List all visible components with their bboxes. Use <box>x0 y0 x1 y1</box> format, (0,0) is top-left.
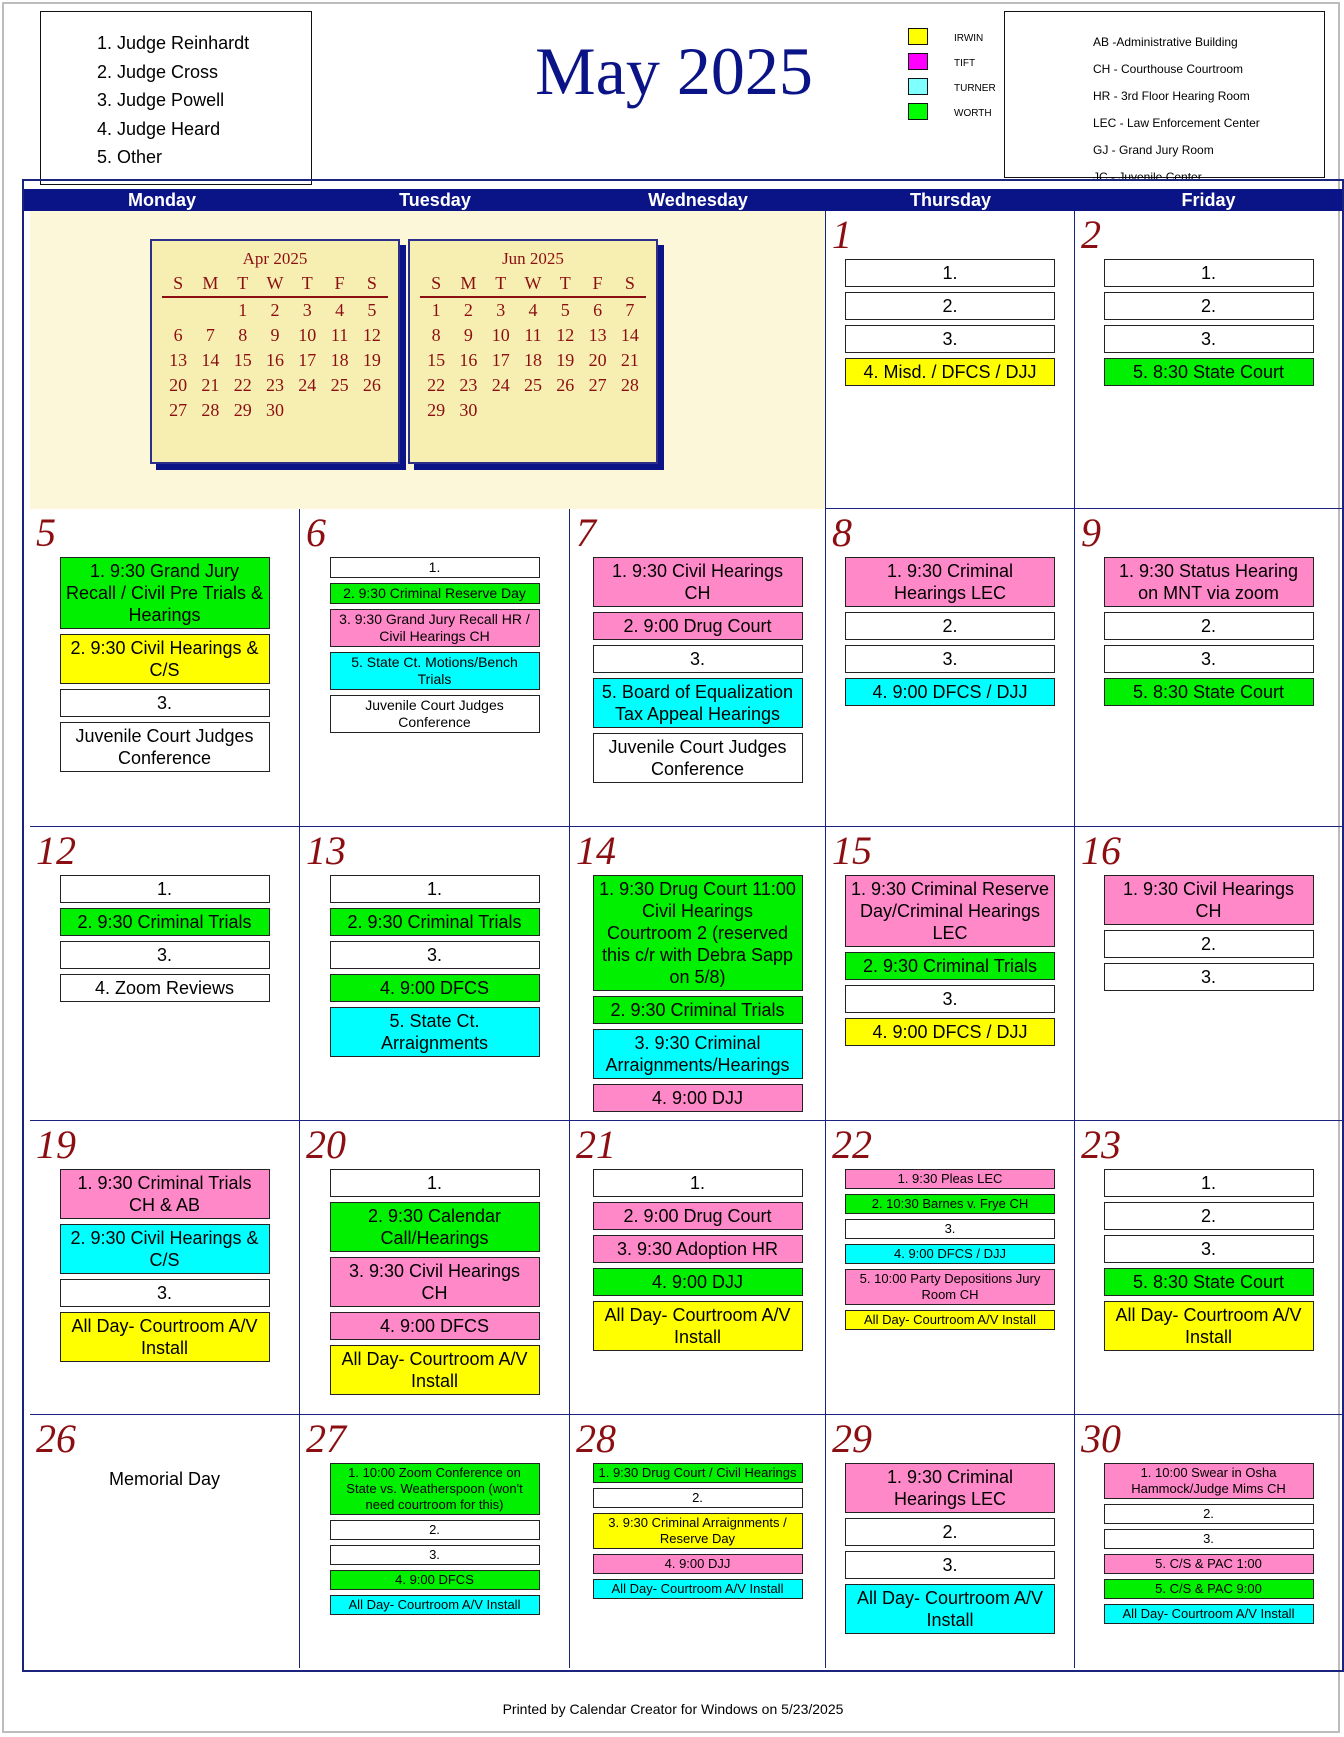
event-box[interactable]: 2. 9:30 Civil Hearings & C/S <box>60 1224 270 1274</box>
event-box[interactable]: 2. 10:30 Barnes v. Frye CH <box>845 1194 1055 1214</box>
event-box[interactable]: 2. 9:00 Drug Court <box>593 1202 803 1230</box>
event-box[interactable]: 1. 10:00 Zoom Conference on State vs. Weatherspoon (won't need courtroom for this) <box>330 1463 540 1515</box>
day-cell <box>826 827 1075 1121</box>
location-item: GJ - Grand Jury Room <box>1093 143 1214 157</box>
judge-item: 5. Other <box>97 147 163 167</box>
mini-weekday: F <box>334 273 345 293</box>
judge-item: 1. Judge Reinhardt <box>97 33 250 53</box>
day-number: 5 <box>36 510 56 555</box>
day-cell <box>570 1121 826 1415</box>
event-box[interactable]: 2. <box>845 292 1055 320</box>
event-box[interactable]: 2. 9:30 Criminal Trials <box>593 996 803 1024</box>
event-box[interactable]: 1. 9:30 Status Hearing on MNT via zoom <box>1104 557 1314 607</box>
event-box[interactable]: 4. 9:00 DFCS <box>330 1570 540 1590</box>
event-box[interactable]: All Day- Courtroom A/V Install <box>330 1595 540 1615</box>
event-list <box>826 557 1074 706</box>
mini-day[interactable]: 19 <box>556 350 575 370</box>
day-number: 13 <box>306 828 346 873</box>
event-box[interactable]: 4. 9:00 DFCS / DJJ <box>845 1018 1055 1046</box>
mini-day[interactable]: 14 <box>620 325 639 345</box>
weekday-tuesday: Tuesday <box>399 190 471 210</box>
legend-label: WORTH <box>954 108 992 119</box>
day-number: 15 <box>832 828 872 873</box>
mini-day[interactable]: 7 <box>205 325 215 345</box>
event-box[interactable]: 3. <box>845 1219 1055 1239</box>
event-box[interactable]: 1. <box>593 1169 803 1197</box>
mini-calendar-title: Jun 2025 <box>502 249 564 268</box>
event-box[interactable]: 2. 9:30 Criminal Trials <box>845 952 1055 980</box>
location-item: CH - Courthouse Courtroom <box>1093 62 1244 76</box>
day-number: 27 <box>306 1416 346 1461</box>
judge-list <box>40 11 312 185</box>
mini-day[interactable]: 12 <box>362 325 381 345</box>
mini-day[interactable]: 9 <box>270 325 280 345</box>
location-legend <box>1004 11 1325 184</box>
event-box[interactable]: Juvenile Court Judges Conference <box>330 695 540 733</box>
event-box[interactable]: 5. 8:30 State Court <box>1104 678 1314 706</box>
mini-weekday: S <box>431 273 442 293</box>
day-number: 8 <box>832 510 852 555</box>
event-box[interactable]: 5. 10:00 Party Depositions Jury Room CH <box>845 1269 1055 1305</box>
day-number: 16 <box>1081 828 1121 873</box>
event-list <box>570 1169 825 1351</box>
mini-day <box>549 400 581 421</box>
mini-day[interactable]: 3 <box>302 300 312 320</box>
mini-day[interactable]: 25 <box>523 375 542 395</box>
event-box[interactable]: 4. 9:00 DFCS <box>330 974 540 1002</box>
mini-day[interactable]: 7 <box>625 300 635 320</box>
event-box[interactable]: 1. 9:30 Criminal Hearings LEC <box>845 557 1055 607</box>
legend-swatch <box>908 28 928 45</box>
event-box[interactable]: 2. 9:30 Criminal Trials <box>330 908 540 936</box>
day-number: 9 <box>1081 510 1101 555</box>
day-cell <box>30 1121 300 1415</box>
day-cell <box>826 509 1075 827</box>
day-number: 6 <box>306 510 326 555</box>
day-number: 14 <box>576 828 616 873</box>
mini-day[interactable]: 2 <box>463 300 473 320</box>
mini-day[interactable]: 21 <box>201 375 220 395</box>
mini-day <box>485 400 517 421</box>
mini-day[interactable]: 22 <box>427 375 446 395</box>
event-box[interactable]: 1. 9:30 Criminal Trials CH & AB <box>60 1169 270 1219</box>
day-cell <box>570 509 826 827</box>
location-item: HR - 3rd Floor Hearing Room <box>1093 89 1250 103</box>
mini-day[interactable]: 23 <box>265 375 284 395</box>
day-number: 29 <box>832 1416 872 1461</box>
day-cell <box>30 509 300 827</box>
event-box[interactable]: 1. <box>1104 259 1314 287</box>
mini-day[interactable]: 1 <box>238 300 248 320</box>
day-cell <box>30 1415 300 1668</box>
mini-day[interactable]: 17 <box>298 350 317 370</box>
event-list <box>826 875 1074 1046</box>
judge-item: 3. Judge Powell <box>97 90 225 110</box>
event-box[interactable]: 4. 9:00 DJJ <box>593 1268 803 1296</box>
event-list <box>30 1169 299 1362</box>
calendar-page <box>2 2 1340 1733</box>
event-box[interactable]: 1. 9:30 Criminal Hearings LEC <box>845 1463 1055 1513</box>
event-box[interactable]: 3. <box>593 645 803 673</box>
mini-day[interactable]: 14 <box>201 350 220 370</box>
event-box[interactable]: 5. C/S & PAC 1:00 <box>1104 1554 1314 1574</box>
event-box[interactable]: 3. <box>330 941 540 969</box>
event-box[interactable]: 4. 9:00 DJJ <box>593 1554 803 1574</box>
mini-day[interactable]: 20 <box>588 350 607 370</box>
mini-calendar-title: Apr 2025 <box>242 249 308 268</box>
mini-weekday: T <box>559 273 571 293</box>
mini-weekday: W <box>266 273 284 293</box>
event-box[interactable]: 4. 9:00 DFCS / DJJ <box>845 1244 1055 1264</box>
event-box[interactable]: All Day- Courtroom A/V Install <box>845 1584 1055 1634</box>
legend-row <box>908 51 1008 76</box>
event-box[interactable]: 3. <box>1104 1529 1314 1549</box>
day-cell <box>300 827 570 1121</box>
event-box[interactable]: 3. 9:30 Civil Hearings CH <box>330 1257 540 1307</box>
mini-weekday: S <box>366 273 377 293</box>
event-box[interactable]: 3. <box>845 645 1055 673</box>
event-box[interactable]: 3. 9:30 Grand Jury Recall HR / Civil Hearings CH <box>330 609 540 647</box>
event-list <box>1075 1169 1342 1351</box>
event-box[interactable]: 3. 9:30 Criminal Arraignments/Hearings <box>593 1029 803 1079</box>
day-cell <box>1075 509 1342 827</box>
mini-day[interactable]: 12 <box>556 325 575 345</box>
event-list <box>826 259 1074 386</box>
mini-weekday: M <box>202 273 219 293</box>
event-box[interactable]: 1. <box>845 259 1055 287</box>
event-box[interactable]: 2. <box>1104 1202 1314 1230</box>
mini-day[interactable]: 24 <box>298 375 317 395</box>
mini-day[interactable]: 11 <box>330 325 349 345</box>
mini-calendar-weekdays <box>162 273 388 298</box>
mini-day[interactable]: 8 <box>238 325 248 345</box>
mini-calendar <box>150 239 400 464</box>
mini-calendar-weekdays <box>420 273 646 298</box>
mini-day[interactable]: 9 <box>463 325 473 345</box>
mini-day[interactable]: 2 <box>270 300 280 320</box>
event-box[interactable]: 2. 9:00 Drug Court <box>593 612 803 640</box>
mini-day[interactable]: 11 <box>524 325 542 345</box>
event-list <box>826 1169 1074 1330</box>
day-cell <box>1075 1121 1342 1415</box>
event-box[interactable]: 5. Board of Equalization Tax Appeal Hearings <box>593 678 803 728</box>
event-box[interactable]: 3. <box>845 985 1055 1013</box>
mini-day <box>291 400 323 421</box>
mini-day[interactable]: 3 <box>496 300 506 320</box>
event-box[interactable]: 3. <box>845 325 1055 353</box>
event-box[interactable]: 3. <box>1104 963 1314 991</box>
event-box[interactable]: 3. 9:30 Adoption HR <box>593 1235 803 1263</box>
day-number: 12 <box>36 828 76 873</box>
mini-day[interactable]: 5 <box>367 300 377 320</box>
judge-item: 4. Judge Heard <box>97 118 221 139</box>
day-number: 20 <box>306 1122 346 1167</box>
day-cell <box>300 1415 570 1668</box>
mini-day[interactable]: 29 <box>233 400 252 420</box>
mini-day[interactable]: 1 <box>431 300 441 320</box>
event-box[interactable]: 1. 9:30 Civil Hearings CH <box>593 557 803 607</box>
event-box[interactable]: 1. 9:30 Drug Court / Civil Hearings <box>593 1463 803 1483</box>
mini-day[interactable]: 4 <box>335 300 345 320</box>
event-box[interactable]: 4. Zoom Reviews <box>60 974 270 1002</box>
event-box[interactable]: Juvenile Court Judges Conference <box>60 722 270 772</box>
event-box[interactable]: 2. <box>330 1520 540 1540</box>
holiday-note: Memorial Day <box>108 1469 221 1489</box>
color-legend <box>908 26 1008 126</box>
event-box[interactable]: 2. <box>1104 612 1314 640</box>
event-box[interactable]: 4. Misd. / DFCS / DJJ <box>845 358 1055 386</box>
mini-day[interactable]: 23 <box>459 375 478 395</box>
mini-day <box>614 400 646 421</box>
day-cell <box>30 827 300 1121</box>
mini-day[interactable]: 13 <box>169 350 188 370</box>
day-cell <box>570 827 826 1121</box>
mini-day <box>162 300 194 321</box>
location-item: AB -Administrative Building <box>1093 35 1238 49</box>
mini-day[interactable]: 26 <box>556 375 575 395</box>
legend-swatch <box>908 103 928 120</box>
mini-day[interactable]: 22 <box>233 375 252 395</box>
legend-label: TURNER <box>954 83 996 94</box>
day-cell <box>826 1121 1075 1415</box>
event-box[interactable]: 2. <box>845 1518 1055 1546</box>
mini-day[interactable]: 29 <box>427 400 446 420</box>
event-box[interactable]: 1. 9:30 Drug Court 11:00 Civil Hearings Courtroom 2 (reserved this c/r with Debra Sapp on 5/8) <box>593 875 803 991</box>
mini-day[interactable]: 6 <box>593 300 603 320</box>
event-box[interactable]: 2. 9:30 Civil Hearings & C/S <box>60 634 270 684</box>
mini-weekday: T <box>237 273 249 293</box>
weekday-monday: Monday <box>127 190 196 210</box>
event-box[interactable]: 3. <box>330 1545 540 1565</box>
mini-day[interactable]: 24 <box>491 375 510 395</box>
event-list <box>570 875 825 1112</box>
event-box[interactable]: 1. <box>330 875 540 903</box>
mini-day[interactable]: 13 <box>588 325 607 345</box>
event-box[interactable]: 1. 9:30 Grand Jury Recall / Civil Pre Trials & Hearings <box>60 557 270 629</box>
mini-day[interactable]: 6 <box>173 325 183 345</box>
event-box[interactable]: 1. 10:00 Swear in Osha Hammock/Judge Mims CH <box>1104 1463 1314 1499</box>
event-box[interactable]: All Day- Courtroom A/V Install <box>845 1310 1055 1330</box>
legend-swatch <box>908 78 928 95</box>
day-cell <box>1075 827 1342 1121</box>
mini-weekday: S <box>173 273 184 293</box>
mini-calendar-days <box>162 300 388 421</box>
mini-day[interactable]: 19 <box>362 350 381 370</box>
event-box[interactable]: 1. <box>60 875 270 903</box>
mini-day[interactable]: 8 <box>431 325 441 345</box>
mini-day[interactable]: 20 <box>169 375 188 395</box>
event-box[interactable]: 3. <box>1104 1235 1314 1263</box>
mini-day[interactable]: 5 <box>560 300 570 320</box>
event-box[interactable]: 2. <box>1104 292 1314 320</box>
mini-day <box>517 400 549 421</box>
mini-day[interactable]: 30 <box>459 400 478 420</box>
event-box[interactable]: 3. <box>60 689 270 717</box>
mini-calendar-days <box>420 300 646 421</box>
mini-weekday: W <box>524 273 542 293</box>
day-number: 19 <box>36 1122 76 1167</box>
mini-day <box>194 300 226 321</box>
mini-calendar-area <box>30 211 826 509</box>
event-list <box>570 1463 825 1599</box>
legend-swatch <box>908 53 928 70</box>
event-box[interactable]: 5. State Ct. Motions/Bench Trials <box>330 652 540 690</box>
mini-weekday: T <box>495 273 507 293</box>
legend-label: TIFT <box>954 58 976 69</box>
event-box[interactable]: 3. <box>60 1279 270 1307</box>
day-cell <box>826 1415 1075 1668</box>
day-grid <box>30 211 1342 1668</box>
weekday-wednesday: Wednesday <box>648 190 748 210</box>
event-box[interactable]: 5. State Ct. Arraignments <box>330 1007 540 1057</box>
mini-day <box>356 400 388 421</box>
event-box[interactable]: All Day- Courtroom A/V Install <box>330 1345 540 1395</box>
mini-weekday: F <box>592 273 603 293</box>
mini-day[interactable]: 16 <box>459 350 478 370</box>
day-number: 21 <box>576 1122 616 1167</box>
mini-day[interactable]: 4 <box>528 300 538 320</box>
event-box[interactable]: 5. 8:30 State Court <box>1104 1268 1314 1296</box>
event-box[interactable]: 4. 9:00 DJJ <box>593 1084 803 1112</box>
mini-day <box>323 400 355 421</box>
event-box[interactable]: 3. <box>1104 645 1314 673</box>
event-list <box>1075 259 1342 386</box>
event-box[interactable]: 3. <box>1104 325 1314 353</box>
month-title: May 2025 <box>535 33 813 109</box>
month-grid <box>22 179 1344 1672</box>
event-box[interactable]: Juvenile Court Judges Conference <box>593 733 803 783</box>
event-box[interactable]: 2. <box>593 1488 803 1508</box>
day-number: 1 <box>832 212 852 257</box>
day-number: 26 <box>36 1416 76 1461</box>
event-box[interactable]: 4. 9:00 DFCS <box>330 1312 540 1340</box>
day-number: 2 <box>1081 212 1101 257</box>
mini-day[interactable]: 27 <box>169 400 188 420</box>
event-list <box>1075 875 1342 991</box>
mini-day[interactable]: 15 <box>427 350 446 370</box>
mini-day[interactable]: 21 <box>620 350 639 370</box>
day-cell <box>1075 1415 1342 1668</box>
event-box[interactable]: 4. 9:00 DFCS / DJJ <box>845 678 1055 706</box>
mini-day[interactable]: 17 <box>491 350 510 370</box>
event-list <box>826 1463 1074 1634</box>
event-list <box>30 557 299 772</box>
mini-day[interactable]: 18 <box>330 350 349 370</box>
event-box[interactable]: 2. <box>1104 930 1314 958</box>
day-number: 30 <box>1081 1416 1121 1461</box>
mini-day[interactable]: 25 <box>330 375 349 395</box>
mini-day[interactable]: 26 <box>362 375 381 395</box>
day-number: 7 <box>576 510 596 555</box>
mini-day <box>581 400 613 421</box>
legend-row <box>908 101 1008 126</box>
print-footer: Printed by Calendar Creator for Windows on 5/23/2025 <box>502 1701 844 1717</box>
event-box[interactable]: 3. 9:30 Criminal Arraignments / Reserve Day <box>593 1513 803 1549</box>
event-list <box>300 875 569 1057</box>
day-cell <box>300 509 570 827</box>
mini-day[interactable]: 28 <box>620 375 639 395</box>
location-item: LEC - Law Enforcement Center <box>1093 116 1260 130</box>
event-list <box>300 557 569 733</box>
mini-day[interactable]: 16 <box>265 350 284 370</box>
event-list <box>570 557 825 783</box>
event-box[interactable]: 5. 8:30 State Court <box>1104 358 1314 386</box>
location-item: JC - Juvenile Center <box>1093 170 1202 184</box>
event-list <box>1075 1463 1342 1624</box>
event-box[interactable]: 1. 9:30 Civil Hearings CH <box>1104 875 1314 925</box>
weekday-header <box>24 189 1342 211</box>
event-box[interactable]: 3. <box>845 1551 1055 1579</box>
weekday-friday: Friday <box>1181 190 1236 210</box>
day-cell <box>826 211 1075 509</box>
event-box[interactable]: 1. 9:30 Criminal Reserve Day/Criminal Hearings LEC <box>845 875 1055 947</box>
event-box[interactable]: All Day- Courtroom A/V Install <box>593 1579 803 1599</box>
day-number: 28 <box>576 1416 616 1461</box>
day-number: 22 <box>832 1122 872 1167</box>
event-box[interactable]: All Day- Courtroom A/V Install <box>593 1301 803 1351</box>
event-box[interactable]: 1. <box>330 1169 540 1197</box>
event-box[interactable]: All Day- Courtroom A/V Install <box>1104 1604 1314 1624</box>
mini-day[interactable]: 27 <box>588 375 607 395</box>
event-list <box>1075 557 1342 706</box>
mini-day[interactable]: 18 <box>523 350 542 370</box>
event-box[interactable]: 1. 9:30 Pleas LEC <box>845 1169 1055 1189</box>
weekday-thursday: Thursday <box>909 190 992 210</box>
event-box[interactable]: 3. <box>60 941 270 969</box>
mini-weekday: T <box>301 273 313 293</box>
event-box[interactable]: 2. 9:30 Criminal Reserve Day <box>330 583 540 604</box>
event-box[interactable]: All Day- Courtroom A/V Install <box>1104 1301 1314 1351</box>
event-box[interactable]: 2. 9:30 Calendar Call/Hearings <box>330 1202 540 1252</box>
day-cell <box>1075 211 1342 509</box>
event-box[interactable]: 2. 9:30 Criminal Trials <box>60 908 270 936</box>
event-list <box>30 875 299 1002</box>
day-cell <box>300 1121 570 1415</box>
mini-weekday: S <box>624 273 635 293</box>
event-box[interactable]: All Day- Courtroom A/V Install <box>60 1312 270 1362</box>
event-list <box>300 1169 569 1395</box>
event-box[interactable]: 1. <box>330 557 540 578</box>
legend-row <box>908 76 1008 101</box>
judge-item: 2. Judge Cross <box>97 61 219 82</box>
mini-day[interactable]: 15 <box>233 350 252 370</box>
event-box[interactable]: 2. <box>1104 1504 1314 1524</box>
event-box[interactable]: 5. C/S & PAC 9:00 <box>1104 1579 1314 1599</box>
legend-row <box>908 26 1008 51</box>
event-list <box>300 1463 569 1615</box>
mini-day[interactable]: 30 <box>265 400 284 420</box>
mini-day[interactable]: 10 <box>491 325 510 345</box>
mini-calendar <box>408 239 658 464</box>
event-box[interactable]: 2. <box>845 612 1055 640</box>
legend-label: IRWIN <box>954 33 984 44</box>
event-box[interactable]: 1. <box>1104 1169 1314 1197</box>
day-cell <box>570 1415 826 1668</box>
mini-weekday: M <box>460 273 477 293</box>
mini-day[interactable]: 28 <box>201 400 220 420</box>
mini-day[interactable]: 10 <box>298 325 317 345</box>
day-number: 23 <box>1081 1122 1121 1167</box>
